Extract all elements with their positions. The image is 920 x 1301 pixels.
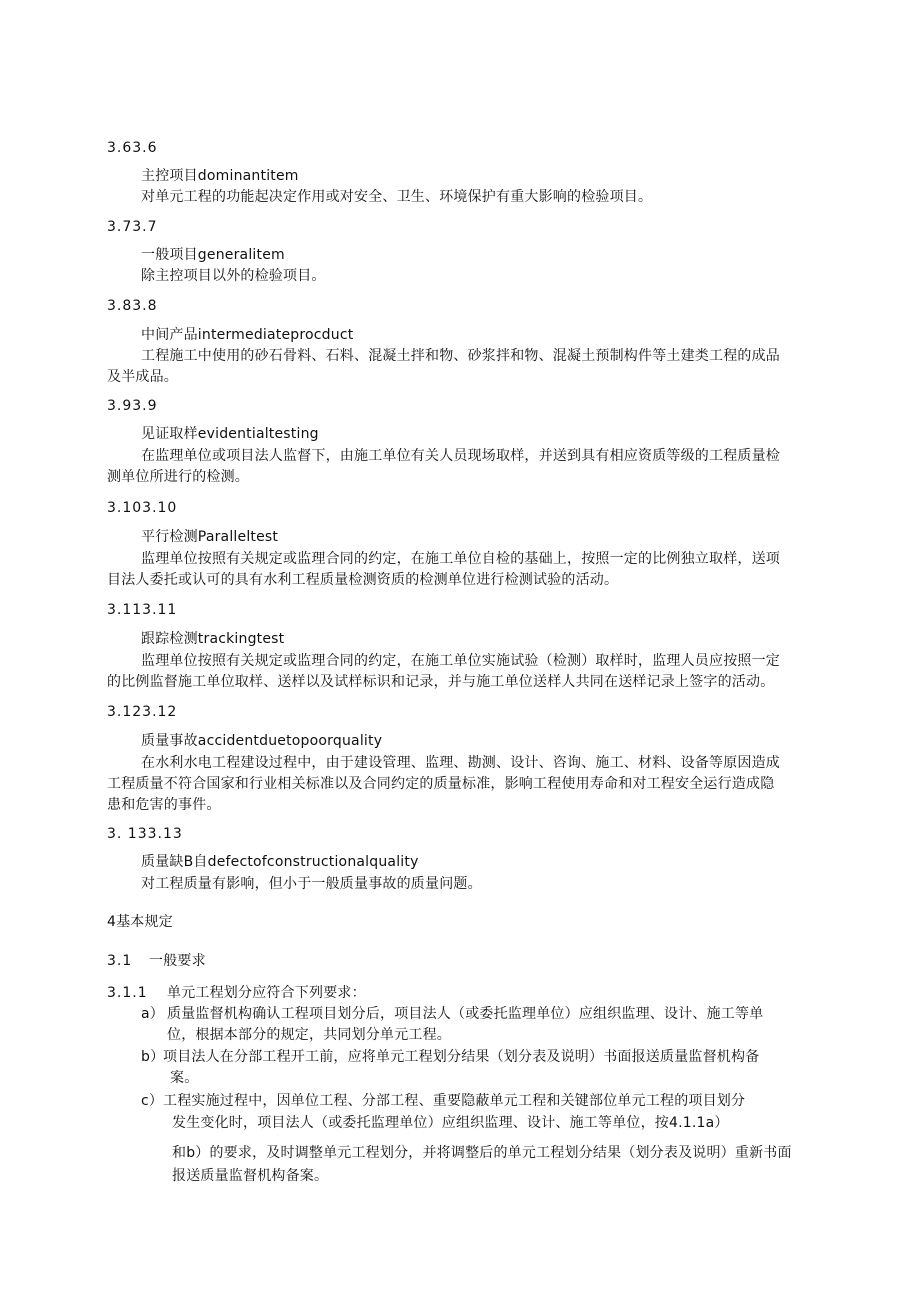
item-line: 案。 — [170, 1070, 199, 1086]
definition-line: 除主控项目以外的检验项目。 — [141, 268, 326, 284]
section-number: 3.63.6 — [107, 140, 158, 156]
subsection-number: 3.1 — [107, 953, 133, 969]
definition-line: 的比例监督施工单位取样、送样以及试样标识和记录，并与施工单位送样人共同在送样记录上签字的活动。 — [107, 674, 775, 690]
section-number: 3.113.11 — [107, 602, 178, 618]
section-number: 3.83.8 — [107, 298, 158, 314]
definition-line: 对单元工程的功能起决定作用或对安全、卫生、环境保护有重大影响的检验项目。 — [141, 189, 653, 205]
definition-line: 在水利水电工程建设过程中，由于建设管理、监理、勘测、设计、咨询、施工、材料、设备等原因造成 — [141, 755, 780, 771]
item-label: a） — [141, 1006, 164, 1022]
section-number: 3.93.9 — [107, 398, 158, 414]
definition-line: 监理单位按照有关规定或监理合同的约定，在施工单位实施试验（检测）取样时，监理人员应按照一定 — [141, 653, 780, 669]
term-heading: 见证取样evidentialtesting — [141, 426, 319, 442]
item-label: b） — [141, 1049, 165, 1065]
term-heading: 质量缺B自defectofconstructionalquality — [141, 854, 419, 870]
definition-line: 患和危害的事件。 — [107, 797, 221, 813]
definition-line: 对工程质量有影响，但小于一般质量事故的质量问题。 — [141, 876, 482, 892]
definition-line: 工程质量不符合国家和行业相关标准以及合同约定的质量标准，影响工程使用寿命和对工程安全运行造成隐 — [107, 776, 775, 792]
item-line: 发生变化时，项目法人（或委托监理单位）应组织监理、设计、施工等单位，按4.1.1a） — [172, 1115, 729, 1131]
definition-line: 测单位所进行的检测。 — [107, 469, 249, 485]
term-heading: 一般项目generalitem — [141, 247, 285, 263]
term-heading: 质量事故accidentduetopoorquality — [141, 733, 383, 749]
item-line: 报送质量监督机构备案。 — [172, 1168, 329, 1184]
definition-line: 及半成品。 — [107, 369, 178, 385]
definition-line: 目法人委托或认可的具有水利工程质量检测资质的检测单位进行检测试验的活动。 — [107, 572, 619, 588]
section-number: 3. 133.13 — [107, 826, 183, 842]
term-heading: 中间产品intermediateprocduct — [141, 327, 354, 343]
subsection-title: 一般要求 — [149, 953, 206, 969]
definition-line: 在监理单位或项目法人监督下，由施工单位有关人员现场取样，并送到具有相应资质等级的工程质量检 — [141, 448, 780, 464]
chapter-title: 4基本规定 — [107, 914, 173, 930]
term-heading: 主控项目dominantitem — [141, 168, 299, 184]
clause-number: 3.1.1 — [107, 985, 148, 1001]
item-line: 质量监督机构确认工程项目划分后，项目法人（或委托监理单位）应组织监理、设计、施工等单 — [167, 1006, 764, 1022]
section-number: 3.103.10 — [107, 500, 178, 516]
item-label: c） — [141, 1093, 164, 1109]
section-number: 3.123.12 — [107, 704, 178, 720]
item-line: 位，根据本部分的规定，共同划分单元工程。 — [167, 1027, 451, 1043]
item-line: 项目法人在分部工程开工前，应将单元工程划分结果（划分表及说明）书面报送质量监督机构备 — [163, 1049, 760, 1065]
section-number: 3.73.7 — [107, 219, 158, 235]
item-line: 和b）的要求，及时调整单元工程划分，并将调整后的单元工程划分结果（划分表及说明）重新书面 — [172, 1145, 792, 1161]
definition-line: 工程施工中使用的砂石骨料、石料、混凝土拌和物、砂浆拌和物、混凝土预制构件等土建类工程的成品 — [141, 348, 780, 364]
item-line: 工程实施过程中，因单位工程、分部工程、重要隐蔽单元工程和关键部位单元工程的项目划分 — [163, 1093, 746, 1109]
term-heading: 跟踪检测trackingtest — [141, 631, 285, 647]
term-heading: 平行检测Paralleltest — [141, 529, 279, 545]
clause-text: 单元工程划分应符合下列要求： — [167, 985, 366, 1001]
definition-line: 监理单位按照有关规定或监理合同的约定，在施工单位自检的基础上，按照一定的比例独立取样，送项 — [141, 551, 780, 567]
